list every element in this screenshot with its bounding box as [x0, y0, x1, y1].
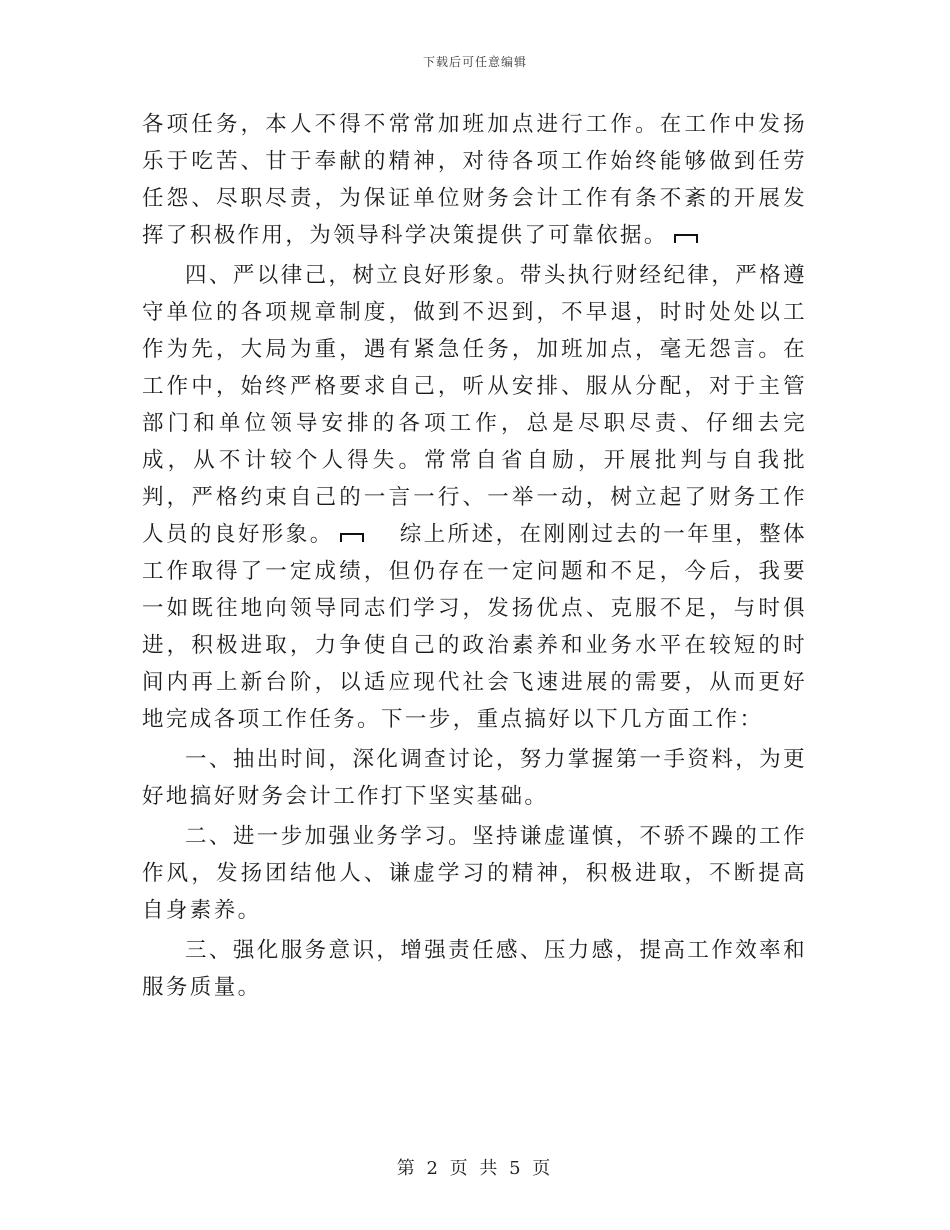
paragraph-text: 综上所述，在刚刚过去的一年里，整体工作取得了一定成绩，但仍存在一定问题和不足，今后，我要一如既往地向领导同志们学习，发扬优点、克服不足，与时俱进，积极进取，力争使自己的政治素养和业务水平在较短的时间内再上新台阶，以适应现代社会飞速进展的需要，从而更好地完成各项工作任务。下一步，重点搞好以下几方面工作： [142, 522, 807, 732]
paragraph [142, 257, 807, 738]
paragraph [142, 106, 807, 254]
paragraph: 二、进一步加强业务学习。坚持谦虚谨慎，不骄不躁的工作作风，发扬团结他人、谦虚学习的精神，积极进取，不断提高自身素养。 [142, 824, 807, 923]
document-body [142, 106, 807, 1009]
paragraph: 三、强化服务意识，增强责任感、压力感，提高工作效率和服务质量。 [142, 938, 807, 1000]
page-header: 下载后可任意编辑 [422, 55, 527, 69]
paragraph-text: 四、严以律己，树立良好形象。带头执行财经纪律，严格遵守单位的各项规章制度，做到不迟到，不早退，时时处处以工作为先，大局为重，遇有紧急任务，加班加点，毫无怨言。在工作中，始终严格要求自己，听从安排、服从分配，对于主管部门和单位领导安排的各项工作，总是尽职尽责、仔细去完成，从不计较个人得失。常常自省自励，开展批判与自我批判，严格约束自己的一言一行、一举一动，树立起了财务工作人员的良好形象。 [142, 263, 807, 547]
page-number: 第 2 页 共 5 页 [396, 1158, 554, 1179]
paragraph-text: 各项任务，本人不得不常常加班加点进行工作。在工作中发扬乐于吃苦、甘于奉献的精神，对待各项工作始终能够做到任劳任怨、尽职尽责，为保证单位财务会计工作有条不紊的开展发挥了积极作用，为领导科学决策提供了可靠依据。 [142, 112, 807, 248]
paragraph-break-mark-icon [340, 533, 364, 542]
paragraph: 一、抽出时间，深化调查讨论，努力掌握第一手资料，为更好地搞好财务会计工作打下坚实基础。 [142, 747, 807, 809]
paragraph-break-mark-icon [674, 234, 698, 243]
